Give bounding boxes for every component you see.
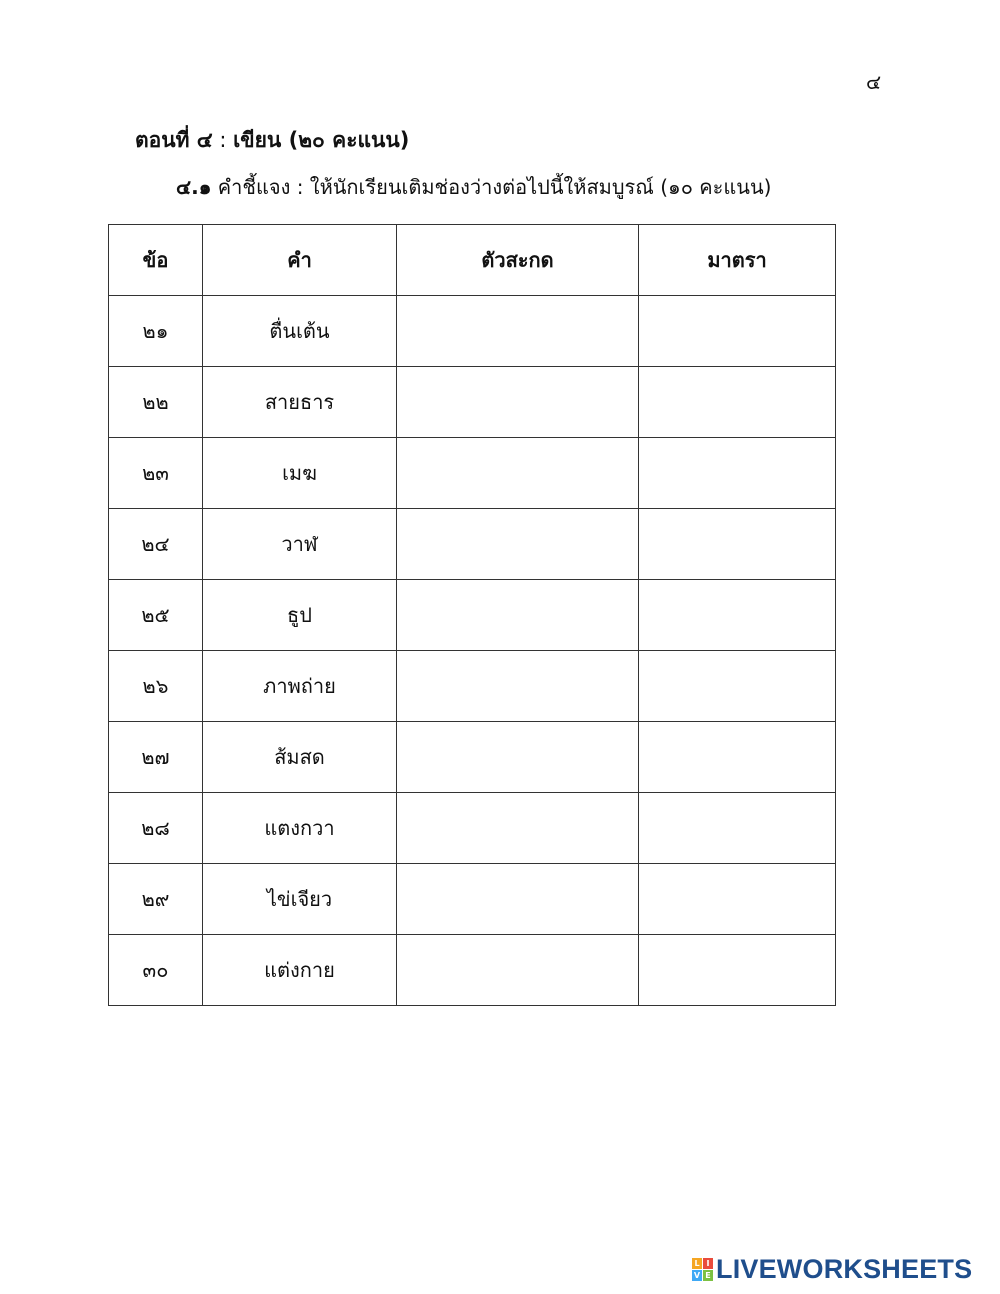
cell-word: ธูป bbox=[203, 580, 397, 651]
cell-word: แต่งกาย bbox=[203, 935, 397, 1006]
liveworksheets-icon-tile: I bbox=[703, 1258, 713, 1269]
table-header-row bbox=[109, 225, 836, 296]
cell-category-answer[interactable] bbox=[639, 651, 836, 722]
cell-final-consonant-answer[interactable] bbox=[397, 935, 639, 1006]
page-number: ๔ bbox=[866, 70, 882, 94]
cell-item-number: ๒๔ bbox=[109, 509, 203, 580]
cell-word: เมฆ bbox=[203, 438, 397, 509]
header-word: คำ bbox=[203, 225, 397, 296]
cell-category-answer[interactable] bbox=[639, 722, 836, 793]
table-row bbox=[109, 935, 836, 1006]
cell-category-answer[interactable] bbox=[639, 864, 836, 935]
cell-item-number: ๒๑ bbox=[109, 296, 203, 367]
liveworksheets-icon-tile: L bbox=[692, 1258, 702, 1269]
section-heading-title: ตอนที่ ๔ bbox=[135, 128, 213, 152]
cell-item-number: ๒๗ bbox=[109, 722, 203, 793]
cell-word: ส้มสด bbox=[203, 722, 397, 793]
cell-category-answer[interactable] bbox=[639, 438, 836, 509]
cell-category-answer[interactable] bbox=[639, 793, 836, 864]
cell-category-answer[interactable] bbox=[639, 509, 836, 580]
liveworksheets-icon-tile: E bbox=[703, 1270, 713, 1281]
cell-final-consonant-answer[interactable] bbox=[397, 793, 639, 864]
table-body bbox=[109, 296, 836, 1006]
cell-category-answer[interactable] bbox=[639, 367, 836, 438]
table-row bbox=[109, 438, 836, 509]
cell-final-consonant-answer[interactable] bbox=[397, 722, 639, 793]
cell-item-number: ๒๒ bbox=[109, 367, 203, 438]
instruction-number: ๔.๑ bbox=[176, 175, 212, 199]
cell-item-number: ๒๓ bbox=[109, 438, 203, 509]
cell-word: ตื่นเต้น bbox=[203, 296, 397, 367]
instruction-text: คำชี้แจง : ให้นักเรียนเติมช่องว่างต่อไปนี้ให้สมบูรณ์ (๑๐ คะแนน) bbox=[211, 175, 772, 199]
cell-category-answer[interactable] bbox=[639, 296, 836, 367]
answer-table bbox=[108, 224, 836, 1006]
cell-word: ไข่เจียว bbox=[203, 864, 397, 935]
liveworksheets-icon-tile: V bbox=[693, 1270, 701, 1280]
table-row bbox=[109, 509, 836, 580]
instruction-line bbox=[176, 171, 771, 203]
cell-word: แตงกวา bbox=[203, 793, 397, 864]
liveworksheets-icon bbox=[692, 1258, 713, 1281]
liveworksheets-wordmark: LIVEWORKSHEETS bbox=[716, 1253, 973, 1284]
table-row bbox=[109, 722, 836, 793]
cell-word: ภาพถ่าย bbox=[203, 651, 397, 722]
cell-word: วาฬ bbox=[203, 509, 397, 580]
cell-item-number: ๒๙ bbox=[109, 864, 203, 935]
cell-final-consonant-answer[interactable] bbox=[397, 509, 639, 580]
header-final-consonant: ตัวสะกด bbox=[397, 225, 639, 296]
cell-final-consonant-answer[interactable] bbox=[397, 367, 639, 438]
table-row bbox=[109, 793, 836, 864]
header-category: มาตรา bbox=[639, 225, 836, 296]
cell-category-answer[interactable] bbox=[639, 935, 836, 1006]
table-row bbox=[109, 864, 836, 935]
cell-item-number: ๓๐ bbox=[109, 935, 203, 1006]
section-heading bbox=[135, 124, 409, 157]
cell-final-consonant-answer[interactable] bbox=[397, 438, 639, 509]
liveworksheets-logo bbox=[692, 1254, 972, 1284]
header-item-number: ข้อ bbox=[109, 225, 203, 296]
table-row bbox=[109, 296, 836, 367]
table-row bbox=[109, 651, 836, 722]
cell-final-consonant-answer[interactable] bbox=[397, 580, 639, 651]
cell-item-number: ๒๘ bbox=[109, 793, 203, 864]
cell-item-number: ๒๕ bbox=[109, 580, 203, 651]
cell-item-number: ๒๖ bbox=[109, 651, 203, 722]
cell-final-consonant-answer[interactable] bbox=[397, 864, 639, 935]
table-row bbox=[109, 580, 836, 651]
cell-final-consonant-answer[interactable] bbox=[397, 296, 639, 367]
section-heading-detail: เขียน (๒๐ คะแนน) bbox=[233, 128, 410, 152]
cell-word: สายธาร bbox=[203, 367, 397, 438]
section-heading-colon: : bbox=[212, 128, 234, 152]
cell-final-consonant-answer[interactable] bbox=[397, 651, 639, 722]
cell-category-answer[interactable] bbox=[639, 580, 836, 651]
table-row bbox=[109, 367, 836, 438]
